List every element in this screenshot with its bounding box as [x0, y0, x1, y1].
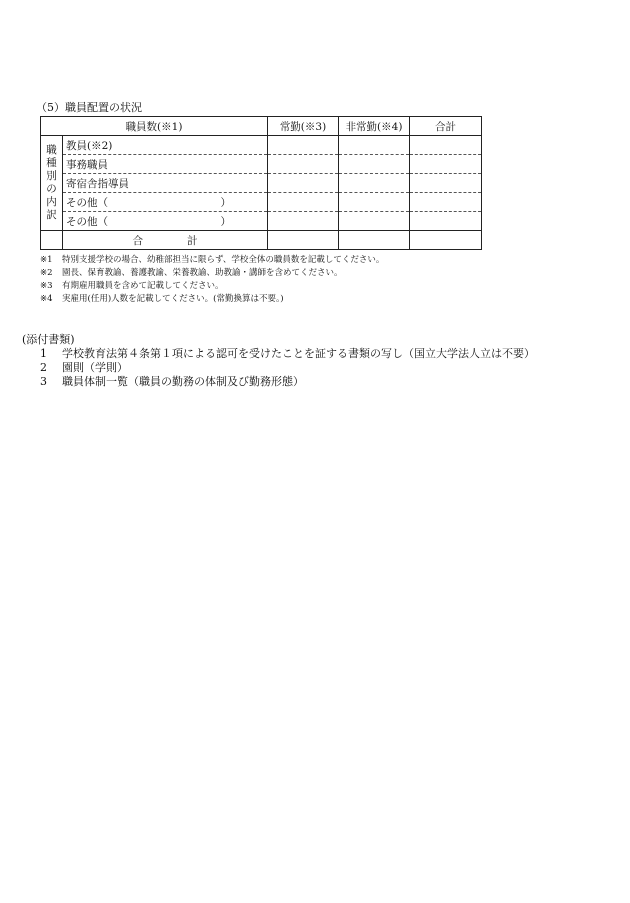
attachment-item: 2 園則（学則） — [40, 361, 128, 374]
total-spacer — [41, 231, 63, 250]
cell-full-time[interactable] — [268, 174, 339, 193]
cell-full-time[interactable] — [268, 136, 339, 155]
cell-full-time[interactable] — [268, 193, 339, 212]
table-header-row — [41, 117, 482, 136]
header-part-time: 非常勤(※4) — [339, 117, 410, 136]
footnotes — [40, 254, 384, 306]
attachments-title: (添付書類) — [22, 333, 75, 346]
cell-full-time[interactable] — [268, 231, 339, 250]
attachment-item: 3 職員体制一覧（職員の勤務の体制及び勤務形態） — [40, 375, 304, 388]
table-row — [41, 193, 482, 212]
header-full-time: 常勤(※3) — [268, 117, 339, 136]
footnote: ※3 有期雇用職員を含めて記載してください。 — [40, 281, 224, 291]
footnote: ※2 園長、保育教諭、養護教諭、栄養教諭、助教諭・講師を含めてください。 — [40, 268, 343, 278]
table-row — [41, 212, 482, 231]
job-type-breakdown-label: 職 種 別 の 内 訳 — [41, 136, 63, 231]
footnote: ※4 実雇用(任用)人数を記載してください。(常勤換算は不要。) — [40, 294, 284, 304]
cell-total[interactable] — [410, 231, 482, 250]
total-label: 合 計 — [63, 231, 268, 250]
cell-total[interactable] — [410, 212, 482, 231]
table-row — [41, 155, 482, 174]
row-label-other-1: その他（ ） — [63, 193, 268, 212]
cell-full-time[interactable] — [268, 155, 339, 174]
row-label-other-2: その他（ ） — [63, 212, 268, 231]
footnote: ※1 特別支援学校の場合、幼稚部担当に限らず、学校全体の職員数を記載してください。 — [40, 255, 385, 265]
cell-total[interactable] — [410, 155, 482, 174]
cell-total[interactable] — [410, 174, 482, 193]
section-title: （5）職員配置の状況 — [36, 101, 142, 114]
cell-full-time[interactable] — [268, 212, 339, 231]
row-label-dormitory-instructor: 寄宿舎指導員 — [63, 174, 268, 193]
cell-part-time[interactable] — [339, 155, 410, 174]
cell-part-time[interactable] — [339, 231, 410, 250]
row-label-office-staff: 事務職員 — [63, 155, 268, 174]
staff-table — [40, 116, 482, 250]
cell-total[interactable] — [410, 136, 482, 155]
total-row — [41, 231, 482, 250]
attachment-item: 1 学校教育法第４条第１項による認可を受けたことを証する書類の写し（国立大学法人立は不要） — [40, 347, 535, 360]
cell-part-time[interactable] — [339, 174, 410, 193]
attachments — [22, 333, 535, 389]
header-total: 合計 — [410, 117, 482, 136]
table-row — [41, 174, 482, 193]
header-staff-count: 職員数(※1) — [41, 117, 268, 136]
cell-part-time[interactable] — [339, 136, 410, 155]
cell-part-time[interactable] — [339, 212, 410, 231]
row-label-teachers: 教員(※2) — [63, 136, 268, 155]
cell-part-time[interactable] — [339, 193, 410, 212]
table-row — [41, 136, 482, 155]
cell-total[interactable] — [410, 193, 482, 212]
